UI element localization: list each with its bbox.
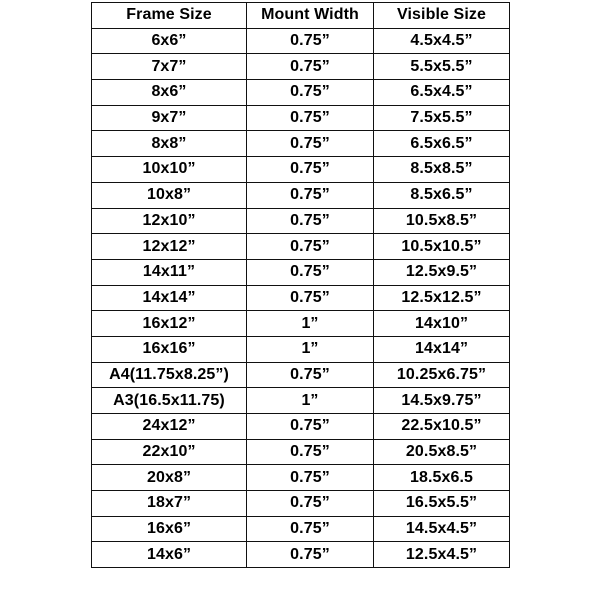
table-row <box>92 465 510 491</box>
visible-size-cell: 10.25x6.75” <box>374 362 510 388</box>
mount-width-cell: 1” <box>247 388 374 414</box>
mount-width-cell: 1” <box>247 311 374 337</box>
frame-size-cell: 16x16” <box>92 336 247 362</box>
table-row <box>92 311 510 337</box>
visible-size-cell: 6.5x4.5” <box>374 80 510 106</box>
header-visible-size: Visible Size <box>374 3 510 29</box>
mount-width-cell: 0.75” <box>247 516 374 542</box>
frame-size-cell: A3(16.5x11.75) <box>92 388 247 414</box>
table-row <box>92 439 510 465</box>
visible-size-cell: 8.5x6.5” <box>374 182 510 208</box>
frame-size-cell: 14x11” <box>92 259 247 285</box>
table-row <box>92 105 510 131</box>
visible-size-cell: 16.5x5.5” <box>374 491 510 517</box>
table-row <box>92 285 510 311</box>
table-header <box>92 3 510 29</box>
table-row <box>92 259 510 285</box>
frame-size-cell: A4(11.75x8.25”) <box>92 362 247 388</box>
visible-size-cell: 10.5x10.5” <box>374 234 510 260</box>
frame-size-cell: 20x8” <box>92 465 247 491</box>
frame-size-cell: 24x12” <box>92 414 247 440</box>
visible-size-cell: 7.5x5.5” <box>374 105 510 131</box>
visible-size-cell: 18.5x6.5 <box>374 465 510 491</box>
mount-width-cell: 0.75” <box>247 439 374 465</box>
table-row <box>92 491 510 517</box>
frame-size-cell: 12x10” <box>92 208 247 234</box>
mount-width-cell: 0.75” <box>247 80 374 106</box>
header-frame-size: Frame Size <box>92 3 247 29</box>
frame-size-cell: 8x8” <box>92 131 247 157</box>
frame-size-table <box>91 2 510 568</box>
mount-width-cell: 0.75” <box>247 491 374 517</box>
visible-size-cell: 12.5x9.5” <box>374 259 510 285</box>
frame-size-cell: 14x6” <box>92 542 247 568</box>
visible-size-cell: 8.5x8.5” <box>374 157 510 183</box>
mount-width-cell: 0.75” <box>247 285 374 311</box>
visible-size-cell: 14.5x4.5” <box>374 516 510 542</box>
table-row <box>92 336 510 362</box>
visible-size-cell: 12.5x12.5” <box>374 285 510 311</box>
table-row <box>92 80 510 106</box>
header-row <box>92 3 510 29</box>
visible-size-cell: 6.5x6.5” <box>374 131 510 157</box>
frame-size-cell: 10x10” <box>92 157 247 183</box>
header-mount-width: Mount Width <box>247 3 374 29</box>
mount-width-cell: 0.75” <box>247 542 374 568</box>
table-row <box>92 516 510 542</box>
mount-width-cell: 1” <box>247 336 374 362</box>
visible-size-cell: 12.5x4.5” <box>374 542 510 568</box>
visible-size-cell: 14x10” <box>374 311 510 337</box>
frame-size-cell: 10x8” <box>92 182 247 208</box>
table-row <box>92 182 510 208</box>
frame-size-cell: 8x6” <box>92 80 247 106</box>
mount-width-cell: 0.75” <box>247 234 374 260</box>
frame-size-cell: 6x6” <box>92 28 247 54</box>
visible-size-cell: 14.5x9.75” <box>374 388 510 414</box>
visible-size-cell: 14x14” <box>374 336 510 362</box>
mount-width-cell: 0.75” <box>247 182 374 208</box>
table-row <box>92 234 510 260</box>
mount-width-cell: 0.75” <box>247 362 374 388</box>
mount-width-cell: 0.75” <box>247 28 374 54</box>
frame-size-cell: 14x14” <box>92 285 247 311</box>
mount-width-cell: 0.75” <box>247 54 374 80</box>
mount-width-cell: 0.75” <box>247 259 374 285</box>
mount-width-cell: 0.75” <box>247 105 374 131</box>
table-row <box>92 542 510 568</box>
frame-size-cell: 7x7” <box>92 54 247 80</box>
mount-width-cell: 0.75” <box>247 157 374 183</box>
table-row <box>92 208 510 234</box>
frame-size-cell: 16x6” <box>92 516 247 542</box>
frame-size-cell: 16x12” <box>92 311 247 337</box>
table-row <box>92 54 510 80</box>
frame-size-cell: 12x12” <box>92 234 247 260</box>
table-body <box>92 28 510 567</box>
table-row <box>92 362 510 388</box>
mount-width-cell: 0.75” <box>247 465 374 491</box>
mount-width-cell: 0.75” <box>247 131 374 157</box>
visible-size-cell: 22.5x10.5” <box>374 414 510 440</box>
frame-size-cell: 9x7” <box>92 105 247 131</box>
visible-size-cell: 20.5x8.5” <box>374 439 510 465</box>
frame-size-cell: 22x10” <box>92 439 247 465</box>
mount-width-cell: 0.75” <box>247 414 374 440</box>
table-row <box>92 414 510 440</box>
table-row <box>92 157 510 183</box>
frame-size-cell: 18x7” <box>92 491 247 517</box>
visible-size-cell: 10.5x8.5” <box>374 208 510 234</box>
visible-size-cell: 4.5x4.5” <box>374 28 510 54</box>
table-row <box>92 28 510 54</box>
table-row <box>92 388 510 414</box>
mount-width-cell: 0.75” <box>247 208 374 234</box>
visible-size-cell: 5.5x5.5” <box>374 54 510 80</box>
table-row <box>92 131 510 157</box>
